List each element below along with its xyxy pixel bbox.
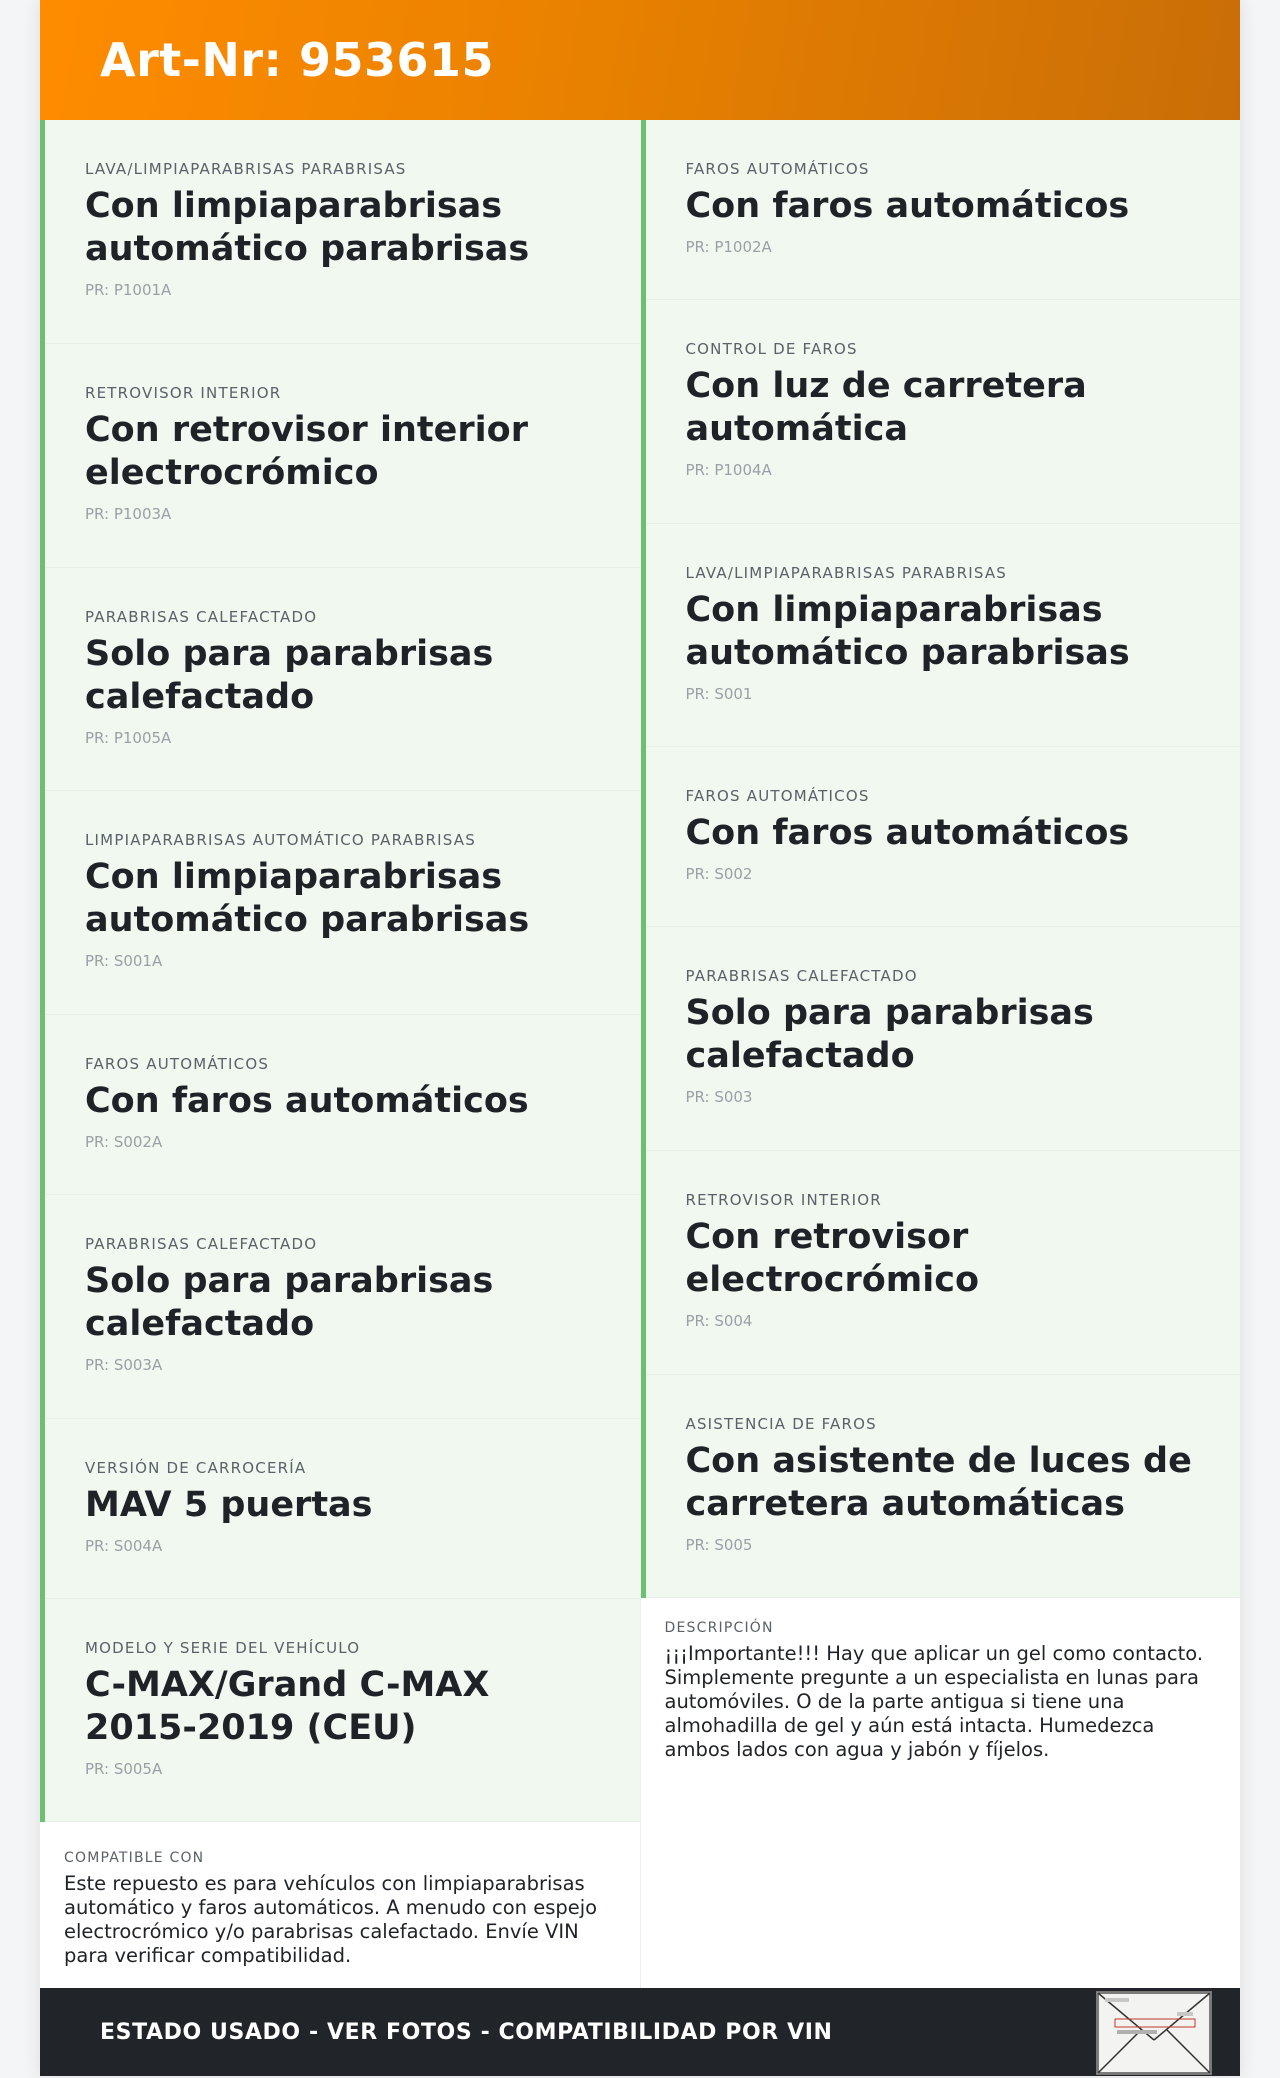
spec-card bbox=[646, 524, 1241, 747]
spec-value: Con luz de carretera automática bbox=[685, 366, 1087, 449]
right-spec-cards bbox=[641, 120, 1241, 1598]
left-spec-cards bbox=[40, 120, 640, 1822]
pr-code: PR: P1004A bbox=[685, 461, 772, 479]
pr-code: PR: P1001A bbox=[85, 281, 172, 299]
spec-card bbox=[45, 1015, 640, 1195]
spec-value: MAV 5 puertas bbox=[85, 1485, 373, 1525]
spec-value: Con limpiaparabrisas automático parabrisas bbox=[85, 857, 530, 940]
spec-value: Solo para parabrisas calefactado bbox=[685, 993, 1094, 1076]
spec-card bbox=[45, 1195, 640, 1419]
spec-category: LIMPIAPARABRISAS AUTOMÁTICO PARABRISAS bbox=[85, 831, 476, 849]
spec-value: Con retrovisor interior electrocrómico bbox=[85, 410, 528, 493]
pr-code: PR: S005A bbox=[85, 1760, 163, 1778]
pr-code: PR: S003A bbox=[85, 1356, 163, 1374]
pr-code: PR: P1003A bbox=[85, 505, 172, 523]
envelope-icon bbox=[1096, 1991, 1212, 2075]
spec-value: Con faros automáticos bbox=[685, 813, 1130, 853]
footer-text: ESTADO USADO - VER FOTOS - COMPATIBILIDAD POR VIN bbox=[100, 2019, 833, 2045]
spec-category: CONTROL DE FAROS bbox=[685, 340, 858, 358]
spec-category: VERSIÓN DE CARROCERÍA bbox=[85, 1459, 307, 1477]
spec-value: C-MAX/Grand C-MAX 2015-2019 (CEU) bbox=[85, 1665, 490, 1748]
spec-category: FAROS AUTOMÁTICOS bbox=[685, 787, 870, 805]
compatible-section bbox=[40, 1822, 640, 1968]
spec-category: LAVA/LIMPIAPARABRISAS PARABRISAS bbox=[685, 564, 1008, 582]
description-text: ¡¡¡Importante!!! Hay que aplicar un gel como contacto. Simplemente pregunte a un especialista en lunas para automóviles. O de la parte antigua si tiene una almohadilla de gel y aún está intacta. Humedezca ambos lados con agua y jabón y fíjelos. bbox=[664, 1642, 1204, 1761]
header bbox=[40, 0, 1240, 120]
spec-category: MODELO Y SERIE DEL VEHÍCULO bbox=[85, 1639, 361, 1657]
spec-card bbox=[45, 791, 640, 1015]
pr-code: PR: P1002A bbox=[685, 238, 772, 256]
spec-card bbox=[646, 300, 1241, 524]
footer-bar bbox=[40, 1988, 1240, 2076]
spec-value: Con retrovisor electrocrómico bbox=[685, 1217, 980, 1300]
spec-category: PARABRISAS CALEFACTADO bbox=[685, 967, 918, 985]
spec-card bbox=[45, 1419, 640, 1599]
compatible-text: Este repuesto es para vehículos con limpiaparabrisas automático y faros automáticos. A menudo con espejo electrocrómico y/o parabrisas calefactado. Envíe VIN para verificar compatibilidad. bbox=[64, 1872, 598, 1967]
left-column bbox=[40, 120, 641, 1988]
spec-card bbox=[45, 1599, 640, 1822]
spec-value: Con asistente de luces de carretera automáticas bbox=[685, 1441, 1192, 1524]
spec-value: Con limpiaparabrisas automático parabrisas bbox=[85, 186, 530, 269]
spec-category: LAVA/LIMPIAPARABRISAS PARABRISAS bbox=[85, 160, 407, 178]
spec-value: Solo para parabrisas calefactado bbox=[85, 1261, 494, 1344]
article-number-title: Art-Nr: 953615 bbox=[100, 33, 495, 87]
spec-grid bbox=[40, 120, 1240, 1988]
pr-code: PR: S004 bbox=[685, 1312, 753, 1330]
spec-category: ASISTENCIA DE FAROS bbox=[685, 1415, 877, 1433]
spec-card bbox=[646, 1151, 1241, 1375]
description-section bbox=[641, 1598, 1241, 1762]
spec-value: Con faros automáticos bbox=[85, 1081, 529, 1121]
spec-card bbox=[646, 1375, 1241, 1598]
product-sheet bbox=[40, 0, 1240, 2076]
spec-value: Con faros automáticos bbox=[685, 186, 1130, 226]
description-label: DESCRIPCIÓN bbox=[664, 1620, 774, 1636]
spec-category: RETROVISOR INTERIOR bbox=[685, 1191, 882, 1209]
spec-category: FAROS AUTOMÁTICOS bbox=[85, 1055, 270, 1073]
compatible-label: COMPATIBLE CON bbox=[64, 1850, 205, 1866]
pr-code: PR: S004A bbox=[85, 1537, 163, 1555]
spec-card bbox=[45, 344, 640, 568]
envelope-graphic bbox=[1097, 1992, 1211, 2074]
spec-card bbox=[646, 120, 1241, 300]
spec-category: FAROS AUTOMÁTICOS bbox=[685, 160, 870, 178]
pr-code: PR: S001A bbox=[85, 952, 163, 970]
right-column bbox=[641, 120, 1241, 1988]
spec-value: Solo para parabrisas calefactado bbox=[85, 634, 494, 717]
pr-code: PR: P1005A bbox=[85, 729, 172, 747]
pr-code: PR: S002A bbox=[85, 1133, 163, 1151]
spec-card bbox=[646, 927, 1241, 1151]
spec-card bbox=[45, 120, 640, 344]
spec-category: RETROVISOR INTERIOR bbox=[85, 384, 282, 402]
pr-code: PR: S002 bbox=[685, 865, 753, 883]
spec-category: PARABRISAS CALEFACTADO bbox=[85, 1235, 318, 1253]
pr-code: PR: S001 bbox=[685, 685, 753, 703]
spec-category: PARABRISAS CALEFACTADO bbox=[85, 608, 318, 626]
spec-card bbox=[646, 747, 1241, 927]
pr-code: PR: S005 bbox=[685, 1536, 753, 1554]
spec-card bbox=[45, 568, 640, 791]
spec-value: Con limpiaparabrisas automático parabrisas bbox=[685, 590, 1130, 673]
pr-code: PR: S003 bbox=[685, 1088, 753, 1106]
